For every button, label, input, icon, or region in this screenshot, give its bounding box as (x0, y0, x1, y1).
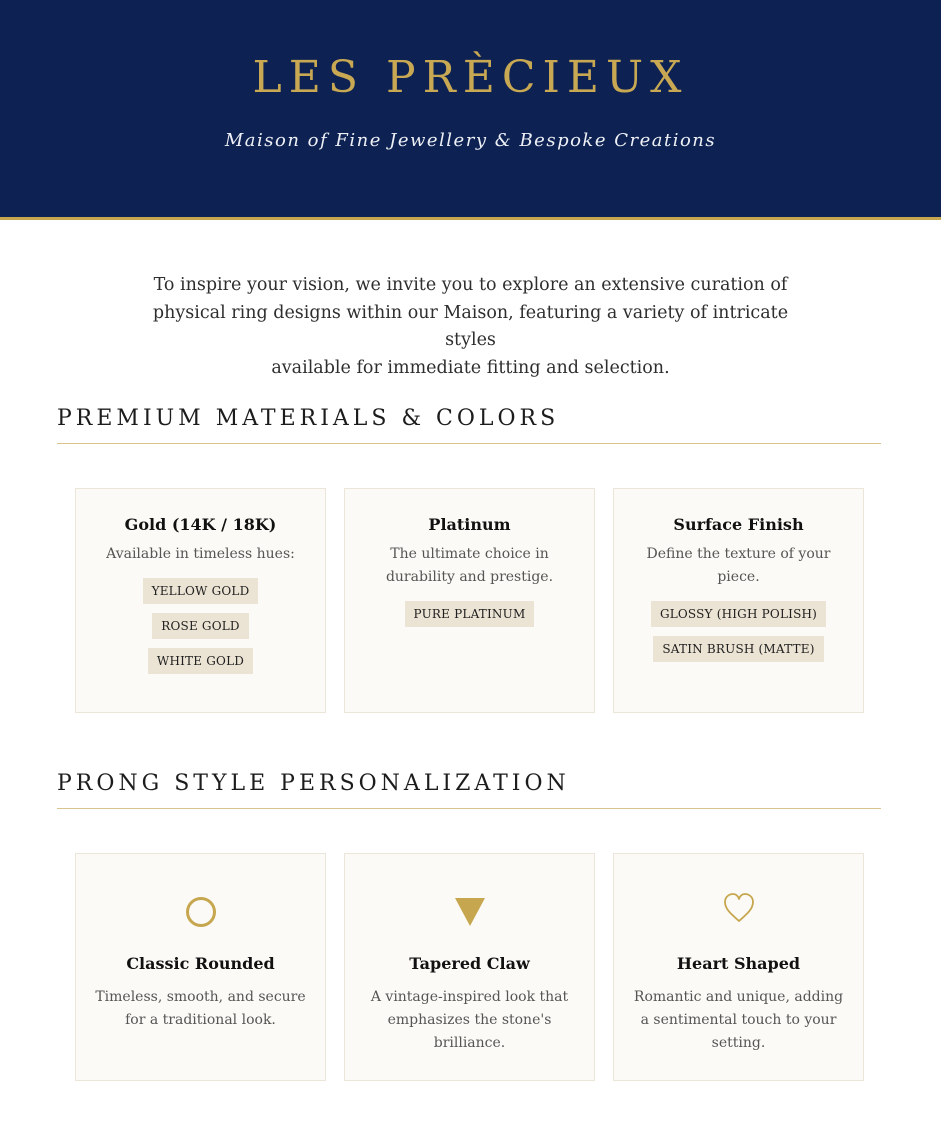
section-divider (57, 443, 881, 444)
card-description-line: Available in timeless hues: (106, 546, 295, 562)
option-chip[interactable]: PURE PLATINUM (405, 601, 535, 627)
card-description-line: setting. (711, 1035, 766, 1051)
option-chips (76, 578, 325, 674)
heart-outline-icon (614, 888, 863, 928)
card-description-line: Romantic and unique, adding (633, 989, 844, 1005)
option-chip[interactable]: WHITE GOLD (148, 648, 253, 674)
brand-tagline: Maison of Fine Jewellery & Bespoke Creations (224, 130, 717, 151)
material-card-gold (75, 488, 326, 713)
page-header (0, 0, 941, 220)
intro-line: available for immediate fitting and selection. (271, 357, 670, 378)
card-description (76, 986, 325, 1032)
card-description-line: A vintage-inspired look that (370, 989, 569, 1005)
option-chip[interactable]: YELLOW GOLD (143, 578, 259, 604)
circle-outline-icon (76, 892, 325, 932)
card-description-line: Timeless, smooth, and secure (95, 989, 306, 1005)
card-description (76, 543, 325, 566)
intro-paragraph (130, 272, 811, 382)
intro-line: physical ring designs within our Maison, featuring a variety of intricate styles (152, 302, 789, 350)
option-chips (614, 601, 863, 662)
card-description-line: emphasizes the stone's (387, 1012, 552, 1028)
card-description-line: for a traditional look. (125, 1012, 276, 1028)
card-title: Classic Rounded (126, 954, 275, 973)
material-card-finish (613, 488, 864, 713)
section-title-prongs: PRONG STYLE PERSONALIZATION (57, 771, 570, 796)
brand-title: LES PRÈCIEUX (252, 52, 689, 103)
card-description-line: durability and prestige. (385, 569, 554, 585)
card-description (345, 543, 594, 589)
card-description-line: piece. (717, 569, 760, 585)
option-chips (345, 601, 594, 627)
card-description-line: Define the texture of your (646, 546, 831, 562)
card-title: Gold (14K / 18K) (124, 515, 277, 534)
material-card-platinum (344, 488, 595, 713)
card-description (345, 986, 594, 1055)
intro-line: To inspire your vision, we invite you to explore an extensive curation of (153, 275, 788, 295)
card-description-line: a sentimental touch to your (640, 1012, 837, 1028)
card-title: Tapered Claw (409, 954, 530, 973)
card-description (614, 986, 863, 1055)
card-description-line: The ultimate choice in (390, 546, 549, 562)
section-divider (57, 808, 881, 809)
triangle-down-icon (345, 892, 594, 932)
card-title: Heart Shaped (676, 954, 801, 973)
prong-card-classic-rounded[interactable] (75, 853, 326, 1081)
prong-card-tapered-claw[interactable] (344, 853, 595, 1081)
option-chip[interactable]: SATIN BRUSH (MATTE) (653, 636, 823, 662)
prong-card-heart-shaped[interactable] (613, 853, 864, 1081)
card-title: Platinum (428, 515, 511, 534)
card-description-line: brilliance. (433, 1035, 506, 1051)
section-title-materials: PREMIUM MATERIALS & COLORS (57, 406, 560, 431)
card-description (614, 543, 863, 589)
option-chip[interactable]: GLOSSY (HIGH POLISH) (651, 601, 826, 627)
card-title: Surface Finish (673, 515, 804, 534)
option-chip[interactable]: ROSE GOLD (152, 613, 248, 639)
